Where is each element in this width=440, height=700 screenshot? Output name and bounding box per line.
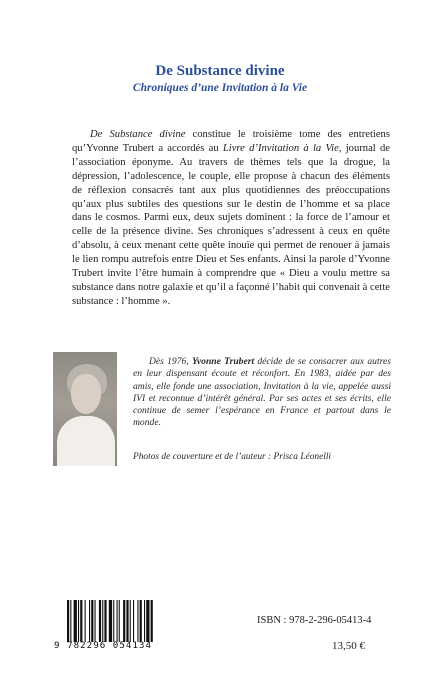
price: 13,50 € [332, 640, 365, 652]
bio-text-1: Dès 1976, [149, 356, 192, 367]
book-subtitle: Chroniques d’une Invitation à la Vie [132, 82, 308, 94]
blurb-title-ref: De Substance divine [90, 129, 186, 140]
author-bio [133, 356, 391, 430]
barcode [65, 600, 181, 642]
author-photo [53, 352, 117, 466]
blurb-text-2: , journal de l’association éponyme. Au travers de thèmes tels que la drogue, la dépression, l’adolescence, le couple, elle propose à chacun des éléments de réflexion consacrés tant aux plus quotidiennes des préoccupations qu’aux plus subtiles des questions sur le destin de l’homme et sa place dans le cosmos. Parmi eux, deux sujets dominent : la force de l’amour et celle de la présence divine. Ses chroniques s’adressent à ceux en quête d’absolu, à ceux menant cette quête inouïe qui permet de renouer à jamais le lien rompu autrefois entre Dieu et Ses enfants. Ainsi la parole d’Yvonne Trubert invite l’être humain à comprendre que « Dieu a voulu mettre sa substance dans notre galaxie et qu’il a façonné l’habit qui convenait à cette substance : l’homme ». [72, 142, 390, 307]
author-name: Yvonne Trubert [191, 356, 255, 367]
book-title: De Substance divine [155, 63, 285, 79]
blurb-paragraph [72, 128, 390, 309]
photo-credits: Photos de couverture et de l’auteur : Prisca Léonelli [133, 452, 332, 462]
blurb-journal-ref: Livre d’Invitation à la Vie [222, 142, 339, 154]
isbn: ISBN : 978-2-296-05413-4 [257, 615, 372, 626]
barcode-digits: 9 782296 054134 [54, 640, 152, 651]
bio-text-2: décide de se consacrer aux autres en leur dispensant écoute et réconfort. En 1983, aidée par des amis, elle fonde une association, Invitation à la vie, appelée aussi IVI et reconnue d’intérêt général. Par ses actes et ses écrits, elle continue de semer l’espérance en France et partout dans le monde. [133, 356, 391, 429]
blurb-text-1: constitue le troisième tome des entretiens qu’Yvonne Trubert a accordés au [72, 129, 390, 154]
